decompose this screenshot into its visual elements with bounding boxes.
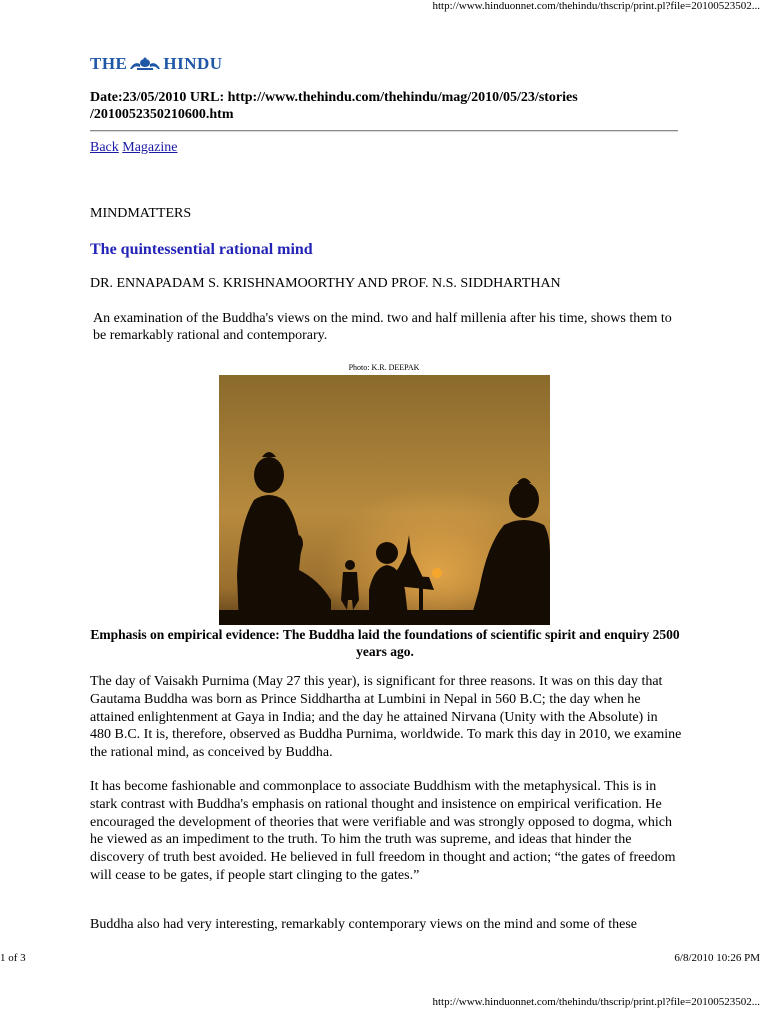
masthead-the: THE [90, 54, 128, 73]
print-footer-url: http://www.hinduonnet.com/thehindu/thscrip/print.pl?file=20100523502... [432, 996, 760, 1008]
buddha-silhouette-photo [219, 375, 550, 625]
url-continuation: /2010052350210600.htm [90, 107, 234, 122]
section-label: MINDMATTERS [90, 206, 192, 221]
print-header-url: http://www.hinduonnet.com/thehindu/thscrip/print.pl?file=20100523502... [432, 0, 760, 12]
article-paragraph-3: Buddha also had very interesting, remarkably contemporary views on the mind and some of these [90, 917, 638, 932]
date-line: Date:23/05/2010 URL: http://www.thehindu.com/thehindu/mag/2010/05/23/stories [90, 90, 578, 105]
masthead-logo [90, 54, 223, 74]
photo-credit: Photo: K.R. DEEPAK [348, 363, 420, 372]
back-link[interactable]: Back [90, 140, 119, 155]
page-number: 1 of 3 [0, 952, 26, 964]
article-intro: An examination of the Buddha's views on the mind. two and half millenia after his time, shows them to be remarkably rational and contemporary. [93, 311, 672, 343]
print-datetime: 6/8/2010 10:26 PM [674, 952, 760, 964]
header-divider [90, 130, 678, 132]
article-paragraph-2: It has become fashionable and commonplace to associate Buddhism with the metaphysical. This is in stark contrast with Buddha's emphasis on rational thought and insistence on empirical verification. He encouraged the development of theories that were verifiable and was strongly opposed to dogma, which he viewed as an impediment to the truth. To him the truth was supreme, and ideas that hinder the discovery of truth best avoided. He believed in full freedom in thought and action; “the gates of freedom will cease to be gates, if people start clinging to the gates.” [90, 779, 676, 883]
photo-caption: Emphasis on empirical evidence: The Buddha laid the foundations of scientific spirit and enquiry 2500 years ago. [90, 627, 680, 659]
magazine-link[interactable]: Magazine [122, 140, 178, 155]
date-url-meta [90, 89, 680, 123]
masthead-hindu: HINDU [163, 54, 223, 73]
article-nav [90, 140, 177, 156]
emblem-icon [128, 57, 162, 71]
article-byline: DR. ENNAPADAM S. KRISHNAMOORTHY AND PROF. N.S. SIDDHARTHAN [90, 276, 561, 291]
article-headline: The quintessential rational mind [90, 241, 313, 258]
article-paragraph-1: The day of Vaisakh Purnima (May 27 this year), is significant for three reasons. It was on this day that Gautama Buddha was born as Prince Siddhartha at Lumbini in Nepal in 560 B.C; the day when he attained enlightenment at Gaya in India; and the day he attained Nirvana (Unity with the Absolute) in 480 B.C. It is, therefore, observed as Buddha Purnima, worldwide. To mark this day in 2010, we examine the rational mind, as conceived by Buddha. [90, 674, 682, 761]
